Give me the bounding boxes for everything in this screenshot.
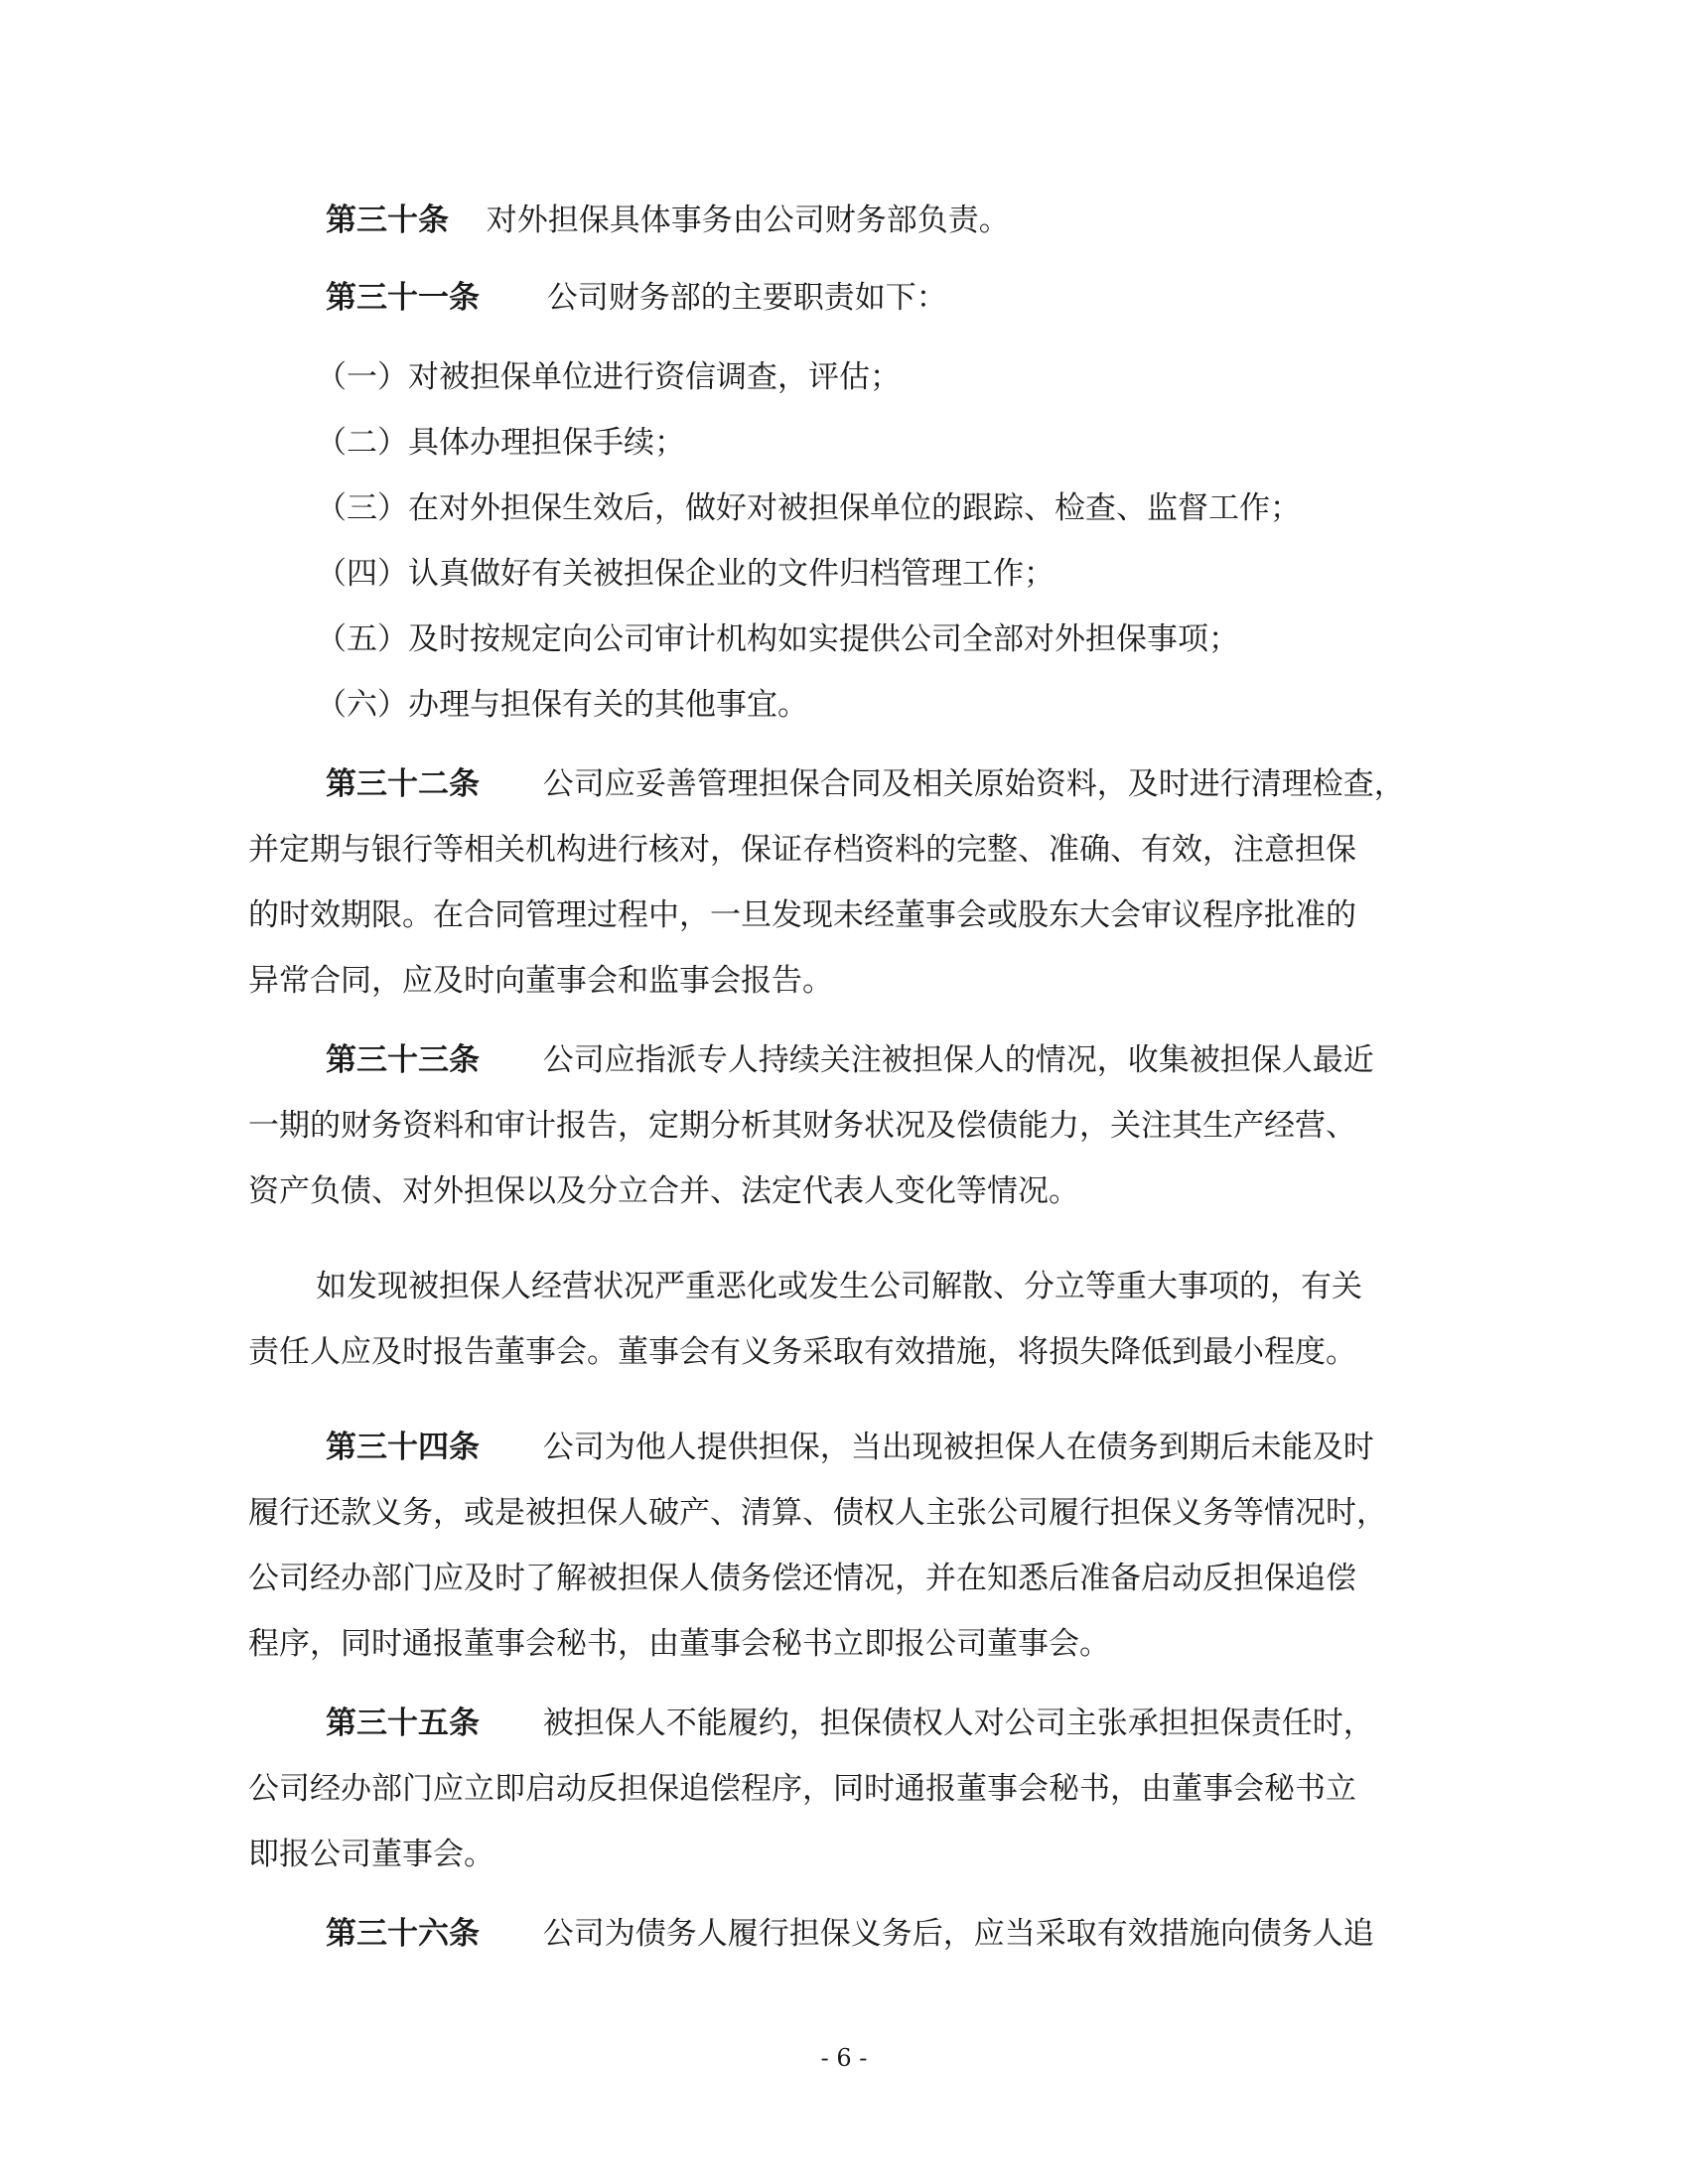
- article-34-line-2: 履行还款义务，或是被担保人破产、清算、债权人主张公司履行担保义务等情况时，: [248, 1495, 1387, 1531]
- article-33-line-1: [326, 1040, 1517, 1080]
- article-35-title: 第三十五条: [326, 1706, 480, 1741]
- article-31-item-2: （二）具体办理担保手续；: [316, 425, 685, 461]
- article-32-line-2: 并定期与银行等相关机构进行核对，保证存档资料的完整、准确、有效，注意担保: [248, 832, 1356, 868]
- article-32-title: 第三十二条: [326, 766, 480, 802]
- article-31-item-4: （四）认真做好有关被担保企业的文件归档管理工作；: [316, 556, 1055, 592]
- article-33-paragraph-2-line-1: 如发现被担保人经营状况严重恶化或发生公司解散、分立等重大事项的，有关: [316, 1269, 1362, 1304]
- article-36-line-1: [326, 1914, 1517, 1954]
- article-36-text-1: 公司为债务人履行担保义务后，应当采取有效措施向债务人追: [542, 1916, 1374, 1952]
- article-33-line-2: 一期的财务资料和审计报告，定期分析其财务状况及偿债能力，关注其生产经营、: [248, 1108, 1356, 1144]
- article-36-title: 第三十六条: [326, 1916, 480, 1952]
- article-33-paragraph-2-line-2: 责任人应及时报告董事会。董事会有义务采取有效措施，将损失降低到最小程度。: [248, 1334, 1356, 1370]
- article-30-line: [326, 201, 1517, 240]
- article-32-line-1: [326, 764, 1440, 804]
- article-34-line-3: 公司经办部门应及时了解被担保人债务偿还情况，并在知悉后准备启动反担保追偿: [248, 1561, 1356, 1596]
- article-31-item-1: （一）对被担保单位进行资信调查，评估；: [316, 359, 901, 395]
- article-34-title: 第三十四条: [326, 1430, 480, 1465]
- article-34-line-4: 程序，同时通报董事会秘书，由董事会秘书立即报公司董事会。: [248, 1626, 1110, 1662]
- article-32-text-1: 公司应妥善管理担保合同及相关原始资料，及时进行清理检查，: [542, 766, 1405, 802]
- article-31-text: 公司财务部的主要职责如下：: [546, 280, 947, 316]
- article-32-line-4: 异常合同，应及时向董事会和监事会报告。: [248, 963, 833, 999]
- article-34-text-1: 公司为他人提供担保，当出现被担保人在债务到期后未能及时: [542, 1430, 1374, 1465]
- article-31-item-3: （三）在对外担保生效后，做好对被担保单位的跟踪、检查、监督工作；: [316, 490, 1301, 526]
- article-31-line: [326, 278, 1517, 318]
- article-31-item-6: （六）办理与担保有关的其他事宜。: [316, 687, 808, 723]
- article-34-line-1: [326, 1428, 1517, 1467]
- article-31-item-5: （五）及时按规定向公司审计机构如实提供公司全部对外担保事项；: [316, 621, 1239, 657]
- article-32-line-3: 的时效期限。在合同管理过程中，一旦发现未经董事会或股东大会审议程序批准的: [248, 897, 1356, 933]
- article-30-text: 对外担保具体事务由公司财务部负责。: [486, 203, 1010, 238]
- article-35-text-1: 被担保人不能履约，担保债权人对公司主张承担担保责任时，: [542, 1706, 1374, 1741]
- article-30-title: 第三十条: [326, 203, 449, 238]
- article-33-text-1: 公司应指派专人持续关注被担保人的情况，收集被担保人最近: [542, 1042, 1374, 1078]
- article-31-title: 第三十一条: [326, 280, 480, 316]
- page-number: - 6 -: [820, 2044, 868, 2072]
- article-33-line-3: 资产负债、对外担保以及分立合并、法定代表人变化等情况。: [248, 1173, 1079, 1209]
- article-35-line-2: 公司经办部门应立即启动反担保追偿程序，同时通报董事会秘书，由董事会秘书立: [248, 1771, 1356, 1807]
- article-33-title: 第三十三条: [326, 1042, 480, 1078]
- article-35-line-3: 即报公司董事会。: [248, 1837, 494, 1872]
- article-35-line-1: [326, 1704, 1517, 1743]
